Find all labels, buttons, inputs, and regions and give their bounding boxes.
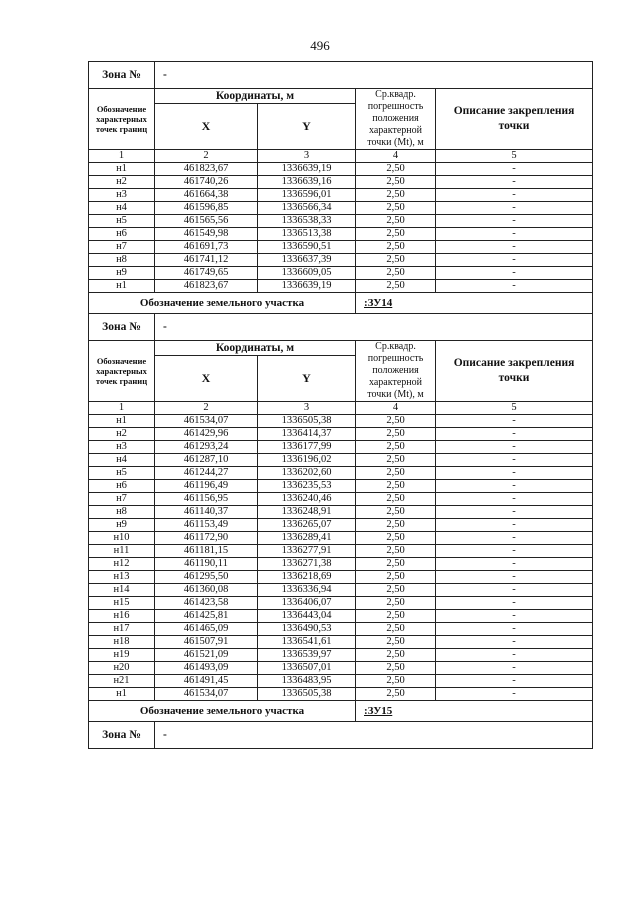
description-value: - [436, 428, 593, 441]
y-value: 1336406,07 [258, 597, 356, 610]
point-id: н13 [89, 571, 155, 584]
table-row [89, 254, 593, 267]
description-value: - [436, 189, 593, 202]
zone-row [89, 314, 593, 341]
error-value: 2,50 [356, 267, 436, 280]
y-header: Y [258, 103, 356, 149]
x-value: 461740,26 [155, 176, 258, 189]
error-value: 2,50 [356, 688, 436, 701]
point-id: н21 [89, 675, 155, 688]
x-value: 461534,07 [155, 688, 258, 701]
table-row [89, 688, 593, 701]
error-value: 2,50 [356, 519, 436, 532]
y-value: 1336538,33 [258, 215, 356, 228]
description-value: - [436, 215, 593, 228]
table-row [89, 280, 593, 293]
error-header: Ср.квадр. погрешность положения характерной точки (Mt), м [356, 341, 436, 402]
x-value: 461156,95 [155, 493, 258, 506]
y-value: 1336336,94 [258, 584, 356, 597]
y-value: 1336639,16 [258, 176, 356, 189]
column-number: 2 [155, 402, 258, 415]
column-number: 1 [89, 402, 155, 415]
error-value: 2,50 [356, 506, 436, 519]
point-id: н6 [89, 480, 155, 493]
error-value: 2,50 [356, 467, 436, 480]
point-id: н1 [89, 688, 155, 701]
description-value: - [436, 280, 593, 293]
y-header: Y [258, 355, 356, 401]
parcel-label: Обозначение земельного участка [89, 701, 356, 722]
y-value: 1336637,39 [258, 254, 356, 267]
description-value: - [436, 267, 593, 280]
zone-label: Зона № [89, 722, 155, 749]
description-value: - [436, 441, 593, 454]
page-number: 496 [310, 38, 330, 53]
table-row [89, 163, 593, 176]
error-value: 2,50 [356, 441, 436, 454]
error-value: 2,50 [356, 163, 436, 176]
point-id: н10 [89, 532, 155, 545]
error-value: 2,50 [356, 215, 436, 228]
parcel-label: Обозначение земельного участка [89, 293, 356, 314]
description-value: - [436, 545, 593, 558]
y-value: 1336639,19 [258, 163, 356, 176]
table-row [89, 675, 593, 688]
x-value: 461823,67 [155, 280, 258, 293]
description-value: - [436, 532, 593, 545]
error-value: 2,50 [356, 241, 436, 254]
description-value: - [436, 610, 593, 623]
error-value: 2,50 [356, 649, 436, 662]
table-row [89, 493, 593, 506]
description-value: - [436, 662, 593, 675]
error-value: 2,50 [356, 571, 436, 584]
error-value: 2,50 [356, 480, 436, 493]
zone-label: Зона № [89, 314, 155, 341]
point-id: н17 [89, 623, 155, 636]
zone-value: - [155, 722, 593, 749]
description-value: - [436, 493, 593, 506]
header-row [89, 341, 593, 356]
table-row [89, 636, 593, 649]
table-row [89, 662, 593, 675]
y-value: 1336443,04 [258, 610, 356, 623]
table-row [89, 228, 593, 241]
table-row [89, 415, 593, 428]
table-row [89, 649, 593, 662]
zone-row [89, 62, 593, 89]
x-value: 461664,38 [155, 189, 258, 202]
column-number: 2 [155, 150, 258, 163]
parcel-row [89, 701, 593, 722]
table-row [89, 584, 593, 597]
point-id: н8 [89, 506, 155, 519]
error-value: 2,50 [356, 545, 436, 558]
x-value: 461244,27 [155, 467, 258, 480]
point-id: н1 [89, 163, 155, 176]
table-row [89, 571, 593, 584]
error-value: 2,50 [356, 280, 436, 293]
column-number: 5 [436, 150, 593, 163]
description-value: - [436, 480, 593, 493]
column-number: 5 [436, 402, 593, 415]
y-value: 1336513,38 [258, 228, 356, 241]
table-row [89, 506, 593, 519]
x-value: 461521,09 [155, 649, 258, 662]
coordinates-header: Координаты, м [155, 89, 356, 104]
x-value: 461196,49 [155, 480, 258, 493]
y-value: 1336289,41 [258, 532, 356, 545]
table-row [89, 441, 593, 454]
point-id: н19 [89, 649, 155, 662]
x-value: 461293,24 [155, 441, 258, 454]
point-id: н2 [89, 176, 155, 189]
error-value: 2,50 [356, 428, 436, 441]
point-id: н1 [89, 415, 155, 428]
error-value: 2,50 [356, 662, 436, 675]
description-value: - [436, 649, 593, 662]
error-value: 2,50 [356, 675, 436, 688]
y-value: 1336596,01 [258, 189, 356, 202]
point-id: н3 [89, 189, 155, 202]
y-value: 1336505,38 [258, 415, 356, 428]
y-value: 1336196,02 [258, 454, 356, 467]
table-row [89, 558, 593, 571]
coordinates-sheet [88, 61, 592, 749]
y-value: 1336177,99 [258, 441, 356, 454]
x-header: X [155, 355, 258, 401]
point-id: н12 [89, 558, 155, 571]
error-value: 2,50 [356, 584, 436, 597]
y-value: 1336414,37 [258, 428, 356, 441]
table-row [89, 519, 593, 532]
table-row [89, 267, 593, 280]
y-value: 1336483,95 [258, 675, 356, 688]
x-value: 461507,91 [155, 636, 258, 649]
point-id: н15 [89, 597, 155, 610]
x-value: 461425,81 [155, 610, 258, 623]
error-value: 2,50 [356, 415, 436, 428]
y-value: 1336590,51 [258, 241, 356, 254]
error-value: 2,50 [356, 202, 436, 215]
error-value: 2,50 [356, 176, 436, 189]
table-row [89, 189, 593, 202]
error-value: 2,50 [356, 610, 436, 623]
error-value: 2,50 [356, 532, 436, 545]
description-value: - [436, 675, 593, 688]
table-row [89, 202, 593, 215]
error-value: 2,50 [356, 189, 436, 202]
error-value: 2,50 [356, 636, 436, 649]
error-value: 2,50 [356, 228, 436, 241]
x-value: 461287,10 [155, 454, 258, 467]
y-value: 1336240,46 [258, 493, 356, 506]
x-value: 461172,90 [155, 532, 258, 545]
description-value: - [436, 415, 593, 428]
table-row [89, 623, 593, 636]
description-value: - [436, 241, 593, 254]
coordinates-table [88, 61, 593, 749]
column-number: 4 [356, 150, 436, 163]
description-value: - [436, 584, 593, 597]
x-value: 461596,85 [155, 202, 258, 215]
description-value: - [436, 571, 593, 584]
error-header: Ср.квадр. погрешность положения характерной точки (Mt), м [356, 89, 436, 150]
y-value: 1336541,61 [258, 636, 356, 649]
x-header: X [155, 103, 258, 149]
table-row [89, 545, 593, 558]
point-id: н9 [89, 519, 155, 532]
x-value: 461429,96 [155, 428, 258, 441]
y-value: 1336265,07 [258, 519, 356, 532]
table-row [89, 428, 593, 441]
description-value: - [436, 519, 593, 532]
column-number-row [89, 150, 593, 163]
point-id: н6 [89, 228, 155, 241]
x-value: 461493,09 [155, 662, 258, 675]
table-row [89, 480, 593, 493]
error-value: 2,50 [356, 254, 436, 267]
x-value: 461181,15 [155, 545, 258, 558]
column-number: 3 [258, 402, 356, 415]
description-value: - [436, 454, 593, 467]
point-id: н8 [89, 254, 155, 267]
point-id: н5 [89, 215, 155, 228]
description-value: - [436, 623, 593, 636]
table-row [89, 215, 593, 228]
error-value: 2,50 [356, 623, 436, 636]
description-value: - [436, 636, 593, 649]
description-value: - [436, 688, 593, 701]
y-value: 1336277,91 [258, 545, 356, 558]
x-value: 461153,49 [155, 519, 258, 532]
point-id: н20 [89, 662, 155, 675]
x-value: 461295,50 [155, 571, 258, 584]
y-value: 1336639,19 [258, 280, 356, 293]
point-id: н4 [89, 454, 155, 467]
y-value: 1336505,38 [258, 688, 356, 701]
table-row [89, 467, 593, 480]
y-value: 1336609,05 [258, 267, 356, 280]
error-value: 2,50 [356, 597, 436, 610]
table-row [89, 176, 593, 189]
point-designation-header: Обозначение характерных точек границ [89, 341, 155, 402]
zone-value: - [155, 62, 593, 89]
error-value: 2,50 [356, 493, 436, 506]
x-value: 461823,67 [155, 163, 258, 176]
y-value: 1336490,53 [258, 623, 356, 636]
y-value: 1336248,91 [258, 506, 356, 519]
point-id: н7 [89, 241, 155, 254]
x-value: 461549,98 [155, 228, 258, 241]
table-row [89, 241, 593, 254]
x-value: 461190,11 [155, 558, 258, 571]
column-number: 3 [258, 150, 356, 163]
description-value: - [436, 163, 593, 176]
column-number-row [89, 402, 593, 415]
x-value: 461749,65 [155, 267, 258, 280]
y-value: 1336202,60 [258, 467, 356, 480]
x-value: 461565,56 [155, 215, 258, 228]
error-value: 2,50 [356, 454, 436, 467]
point-id: н3 [89, 441, 155, 454]
zone-value: - [155, 314, 593, 341]
description-value: - [436, 228, 593, 241]
x-value: 461691,73 [155, 241, 258, 254]
parcel-value: :ЗУ15 [356, 701, 593, 722]
point-id: н18 [89, 636, 155, 649]
y-value: 1336539,97 [258, 649, 356, 662]
point-id: н9 [89, 267, 155, 280]
description-header: Описание закрепления точки [436, 341, 593, 402]
coordinates-header: Координаты, м [155, 341, 356, 356]
point-id: н5 [89, 467, 155, 480]
x-value: 461140,37 [155, 506, 258, 519]
y-value: 1336235,53 [258, 480, 356, 493]
column-number: 1 [89, 150, 155, 163]
point-id: н16 [89, 610, 155, 623]
y-value: 1336271,38 [258, 558, 356, 571]
y-value: 1336218,69 [258, 571, 356, 584]
description-value: - [436, 176, 593, 189]
point-id: н11 [89, 545, 155, 558]
point-id: н1 [89, 280, 155, 293]
x-value: 461465,09 [155, 623, 258, 636]
description-value: - [436, 467, 593, 480]
zone-row [89, 722, 593, 749]
column-number: 4 [356, 402, 436, 415]
description-value: - [436, 558, 593, 571]
x-value: 461534,07 [155, 415, 258, 428]
parcel-row [89, 293, 593, 314]
description-value: - [436, 254, 593, 267]
x-value: 461491,45 [155, 675, 258, 688]
error-value: 2,50 [356, 558, 436, 571]
table-row [89, 597, 593, 610]
y-value: 1336566,34 [258, 202, 356, 215]
description-value: - [436, 506, 593, 519]
x-value: 461360,08 [155, 584, 258, 597]
x-value: 461741,12 [155, 254, 258, 267]
description-value: - [436, 597, 593, 610]
point-id: н2 [89, 428, 155, 441]
y-value: 1336507,01 [258, 662, 356, 675]
header-row [89, 89, 593, 104]
point-id: н4 [89, 202, 155, 215]
point-id: н14 [89, 584, 155, 597]
parcel-value: :ЗУ14 [356, 293, 593, 314]
description-header: Описание закрепления точки [436, 89, 593, 150]
table-row [89, 610, 593, 623]
table-row [89, 454, 593, 467]
point-id: н7 [89, 493, 155, 506]
table-row [89, 532, 593, 545]
zone-label: Зона № [89, 62, 155, 89]
description-value: - [436, 202, 593, 215]
point-designation-header: Обозначение характерных точек границ [89, 89, 155, 150]
x-value: 461423,58 [155, 597, 258, 610]
